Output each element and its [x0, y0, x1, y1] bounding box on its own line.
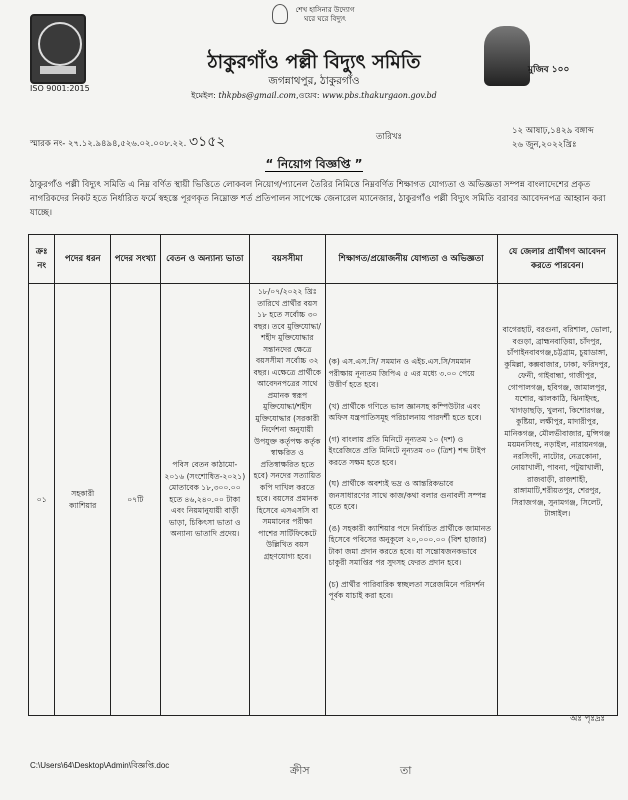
file-path: C:\Users\64\Desktop\Admin\বিজ্ঞপ্তি.doc	[30, 761, 170, 770]
memo-handwritten-number: ৩১৫২	[189, 134, 226, 150]
table-header-row	[29, 235, 618, 284]
cell-count: ০৭টি	[111, 284, 160, 716]
qualification-item: (চ) প্রার্থীর পারিবারিক স্বচ্ছলতা সরেজমিনে পরিদর্শন পূর্বক যাচাই করা হবে।	[328, 579, 485, 600]
continued-note: অঃ পৃঃদ্রঃ	[570, 714, 606, 724]
contact-line	[0, 90, 628, 103]
slogan-logo: শেখ হাসিনার উদ্যোগ ঘরে ঘরে বিদ্যুৎ	[295, 6, 355, 23]
header-post: পদের ধরন	[55, 235, 111, 284]
notice-intro: ঠাকুরগাঁও পল্লী বিদ্যুৎ সমিতি এ নিম্ন বর্ণিত স্থায়ী ভিত্তিতে লোকবল নিয়োগ/প্যানেল তৈরির নিমিত্তে নিম্নবর্ণিত শিক্ষাগত যোগ্যতা ও অভিজ্ঞতা সম্পন্ন বাংলাদেশের প্রকৃত নাগরিকদের নিকট হতে নির্ধারিত ফর্মে স্বহস্তে পূরণকৃত নিম্নোক্ত শর্ত প্রতিপালন সাপেক্ষে জেনারেল ম্যানেজার, ঠাকুরগাঁও পল্লী বিদ্যুৎ সমিতি বরাবর আবেদনপত্র আহ্বান করা যাচ্ছে।	[30, 180, 606, 218]
date-label: তারিখঃ	[376, 132, 403, 142]
notice-title: “ নিয়োগ বিজ্ঞপ্তি ”	[265, 157, 363, 171]
initials-signature: তা	[400, 764, 412, 777]
cell-districts: বাগেরহাট, বরগুনা, বরিশাল, ভোলা, বগুড়া, ব্রাহ্মনবাড়িয়া, চাঁদপুর, চাঁপাইনবাবগঞ্জ,চট্টগ্রাম, চুয়াডাঙ্গা, কুমিল্লা, কক্সবাজার, ঢাকা, ফরিদপুর, ফেনী, গাইবান্ধা, গাজীপুর, গোপালগঞ্জ, হবিগঞ্জ, জামালপুর, যশোর, ঝালকাঠি, ঝিনাইদহ, খাগড়াছড়ি, খুলনা, কিশোরগঞ্জ, কুষ্টিয়া, লক্ষীপুর, মাদারীপুর, মানিকগঞ্জ, মৌলভীবাজার, মুন্সিগঞ্জ ময়মনসিংহ, নড়াইল, নারায়নগঞ্জ, নরসিংদী, নাটোর, নেত্রকোনা, নোয়াখালী, পাবনা, পটুয়াখালী, রাজবাড়ী, রাজশাহী, রাঙ্গামাটি,শরীয়তপুর, শেরপুর, সিরাজগঞ্জ, সুনামগঞ্জ, সিলেট, টাঙ্গাইল।	[497, 284, 617, 716]
organization-title: ঠাকুরগাঁও পল্লী বিদ্যুৎ সমিতি	[207, 51, 421, 73]
header-count: পদের সংখ্যা	[111, 235, 160, 284]
qualification-item: (খ) প্রার্থীকে গণিতে ভাল জ্ঞানসহ কম্পিউটার এবং অফিস যন্ত্রপাতিসমূহ পরিচালনায় পারদর্শী হতে হবে।	[328, 401, 482, 422]
header-salary: বেতন ও অন্যান্য ভাতা	[160, 235, 250, 284]
memo-number: স্মারক নং- ২৭.১২.৯৪৯৪,৫২৬.০২.০০৮.২২.	[30, 139, 187, 149]
date-english: ২৬ জুন,২০২২খ্রিঃ	[512, 140, 577, 150]
organization-address: জগন্নাথপুর, ঠাকুরগাঁও	[268, 75, 360, 87]
cell-qualifications	[325, 284, 497, 716]
memo-reference	[30, 130, 225, 154]
cell-salary: পবিস বেতন কাঠামো- ২০১৬ (সংশোধিত-২০২১) মোতাবেক ১৮,৩০০.০০ হতে ৪৬,২৪০.০০ টাকা এবং নিয়মানুযায়ী বাড়ী ভাড়া, চিকিৎসা ভাতা ও অন্যান্য ভাতাদি প্রদেয়।	[160, 284, 250, 716]
web-value: www.pbs.thakurgaon.gov.bd	[322, 91, 437, 100]
cell-post: সহকারী ক্যাশিয়ার	[55, 284, 111, 716]
email-value: thkpbs@gmail.com	[218, 91, 297, 100]
date-bangla: ১২ আষাঢ়,১৪২৯ বঙ্গাব্দ	[512, 126, 594, 136]
qualification-item: (ক) এস.এস.সি/ সমমান ও এইচ.এস.সি/সমমান পরীক্ষায় নূন্যতম জিপিএ ৫ এর মধ্যে ৩.০০ পেয়ে উত্তীর্ণ হতে হবে।	[328, 357, 475, 389]
qualification-item: (গ) বাংলায় প্রতি মিনিটে নূন্যতম ১০ (দশ) ও ইংরেজিতে প্রতি মিনিটে নূন্যতম ৩০ (ত্রিশ) শব্দ টাইপ করতে সক্ষম হতে হবে।	[328, 434, 486, 467]
initials-signature: ক্রীস	[290, 764, 310, 777]
header-qualification: শিক্ষাগত/প্রয়োজনীয় যোগ্যতা ও অভিজ্ঞতা	[325, 235, 497, 284]
qualification-item: (ঙ) সহকারী ক্যাশিয়ার পদে নির্বাচিত প্রার্থীকে জামানত হিসেবে পবিসের অনুকূলে ২০,০০০.০০ (বিশ হাজার) টাকা জমা প্রদান করতে হবে। যা সন্তোষজনকভাবে চাকুরী সমাপ্তির পর সুদসহ ফেরত প্রদান হবে।	[328, 523, 491, 567]
iso-label: ISO 9001:2015	[30, 84, 90, 93]
header-age: বয়সসীমা	[250, 235, 326, 284]
mujib-badge: মুজিব ১০০	[528, 65, 570, 75]
recruitment-table	[28, 234, 618, 716]
qualification-item: (ঘ) প্রার্থীকে অবশ্যই ভদ্র ও আন্তরিকভাবে জনসাধারণের সাথে কাজ/কথা বলার গুনাবলী সম্পন্ন হতে হবে।	[328, 479, 487, 511]
bulb-icon	[272, 4, 288, 24]
table-row	[29, 284, 618, 716]
cell-age-limit: ১৮/০৭/২০২২ খ্রিঃ তারিখে প্রার্থীর বয়স ১৮ হতে সর্বোচ্চ ৩০ বছর। তবে মুক্তিযোদ্ধা/শহীদ মুক্তিযোদ্ধার সন্তানদের ক্ষেত্রে বয়সসীমা সর্বোচ্চ ৩২ বছর। এক্ষেত্রে প্রার্থীকে আবেদনপত্রের সাথে প্রমানক স্বরূপ মুক্তিযোদ্ধা/শহীদ মুক্তিযোদ্ধার (সরকারী নির্দেশনা অনুযায়ী উপযুক্ত কর্তৃপক্ষ কর্তৃক স্বাক্ষরিত ও প্রতিস্বাক্ষরিত হতে হবে) সনদের সত্যায়িত কপি দাখিল করতে হবে। বয়সের প্রমানক হিসেবে এসএসসি বা সমমানের পরীক্ষা পাশের সার্টিফিকেটে উল্লিখিত বয়স গ্রহণযোগ্য হবে।	[250, 284, 326, 716]
web-label: ,ওয়েব:	[296, 91, 320, 100]
portrait-image	[484, 26, 530, 86]
header-districts: যে জেলার প্রার্থীগণ আবেদন করতে পারবেন।	[497, 235, 617, 284]
header-serial: ক্রঃ নং	[29, 235, 55, 284]
cell-serial: ০১	[29, 284, 55, 716]
email-label: ইমেইল:	[191, 91, 216, 100]
